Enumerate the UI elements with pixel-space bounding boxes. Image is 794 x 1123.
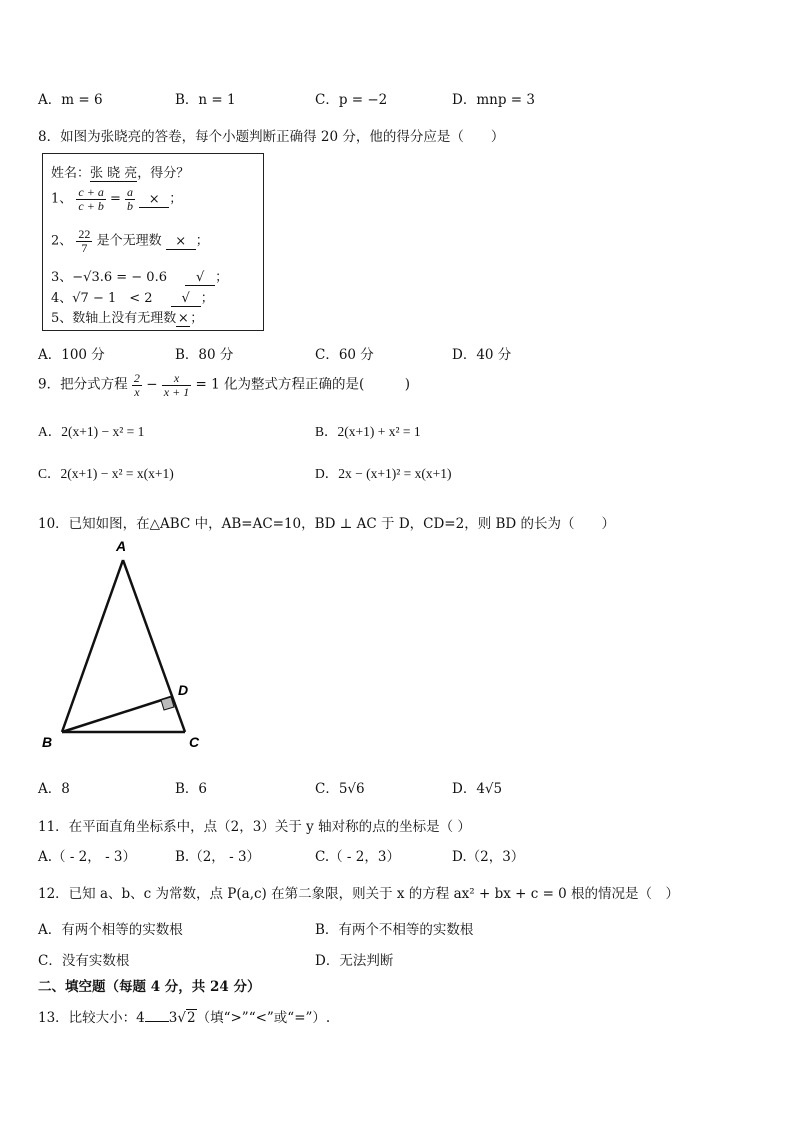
item-4-check-mark: √ — [171, 291, 201, 307]
item-1 — [51, 186, 182, 212]
item-1-right-fraction — [125, 186, 135, 212]
q9-stem-suffix: = 1 化为整式方程正确的是( ) — [195, 376, 411, 393]
item-1-left-fraction — [76, 186, 105, 212]
vertex-label-d: D — [178, 682, 189, 698]
right-angle-mark — [161, 697, 174, 710]
q8-option-c: C．60 分 — [315, 347, 374, 363]
side-ab — [62, 560, 123, 732]
q8-option-d: D．40 分 — [452, 347, 512, 363]
q9-fraction-1 — [132, 372, 142, 398]
item-5-text: 5、数轴上没有无理数 — [51, 311, 177, 326]
q7-option-b: B．n = 1 — [175, 92, 236, 108]
q10-option-a: A．8 — [38, 781, 70, 797]
q12-option-b: B．有两个不相等的实数根 — [315, 922, 474, 938]
answer-sheet-header — [51, 162, 189, 182]
q12-option-c: C．没有实数根 — [38, 953, 130, 969]
item-4-text: 4、√7 − 1 < 2 — [51, 291, 153, 306]
q11-option-b: B.（2， - 3） — [175, 849, 261, 865]
item-2-fraction — [76, 228, 92, 254]
name-label: 姓名： — [51, 166, 91, 181]
q9-option-d: D．2x − (x+1)² = x(x+1) — [315, 466, 452, 481]
q10-option-d: D．4√5 — [452, 781, 503, 797]
item-1-left-denominator: c + b — [78, 198, 104, 213]
item-2-cross-mark: × — [166, 234, 196, 250]
q11-option-a: A.（ - 2， - 3） — [38, 849, 137, 865]
q9-minus: − — [146, 376, 158, 393]
item-4-semicolon: ； — [200, 291, 214, 306]
item-1-prefix: 1、 — [51, 191, 73, 207]
q8-option-a: A．100 分 — [38, 347, 105, 363]
q13-answer-blank[interactable] — [145, 1021, 169, 1022]
item-2 — [51, 228, 209, 254]
q12-option-d: D．无法判断 — [315, 953, 394, 969]
q9-option-c: C．2(x+1) − x² = x(x+1) — [38, 466, 174, 481]
score-label: ，得分？ — [137, 166, 190, 181]
side-ac — [123, 560, 185, 732]
segment-bd — [62, 697, 171, 732]
item-5-semicolon: ； — [190, 311, 204, 326]
q9-fraction-2-denominator: x + 1 — [163, 384, 190, 399]
q7-option-d: D．mnp = 3 — [452, 92, 535, 108]
item-1-equals: = — [110, 191, 121, 207]
item-2-semicolon: ； — [195, 233, 209, 249]
q9-option-a: A．2(x+1) − x² = 1 — [38, 424, 145, 439]
q9-fraction-2-numerator: x — [162, 372, 191, 386]
item-3 — [51, 266, 228, 286]
item-2-numerator: 22 — [78, 227, 91, 241]
q13-radicand: 2 — [186, 1010, 196, 1026]
item-4 — [51, 287, 214, 307]
q12-option-a: A．有两个相等的实数根 — [38, 922, 183, 938]
q10-stem: 10．已知如图，在△ABC 中，AB=AC=10，BD ⊥ AC 于 D，CD=2，则 BD 的长为（ ） — [38, 516, 616, 532]
q9-fraction-1-denominator: x — [134, 384, 140, 399]
q7-option-a: A．m = 6 — [38, 92, 103, 108]
item-5-cross-mark: × — [177, 311, 189, 326]
item-3-text: 3、−√3.6 = − 0.6 — [51, 270, 167, 285]
item-3-check-mark: √ — [185, 270, 215, 286]
q11-stem: 11．在平面直角坐标系中，点（2，3）关于 y 轴对称的点的坐标是（ ） — [38, 819, 471, 835]
q9-stem — [38, 372, 410, 398]
student-name: 张 晓 亮 — [90, 162, 137, 182]
item-2-denominator: 7 — [81, 240, 88, 255]
item-3-semicolon: ； — [215, 270, 229, 285]
item-2-text: 是个无理数 — [96, 233, 162, 249]
vertex-label-a: A — [116, 538, 127, 554]
item-2-prefix: 2、 — [51, 233, 73, 249]
q13-coefficient: 3 — [168, 1010, 178, 1026]
q9-fraction-2 — [162, 372, 191, 398]
triangle-figure — [30, 530, 220, 755]
vertex-label-b: B — [42, 734, 53, 750]
q8-option-b: B．80 分 — [175, 347, 234, 363]
item-5 — [51, 307, 203, 327]
item-1-cross-mark: × — [139, 192, 169, 208]
q8-stem: 8．如图为张晓亮的答卷，每个小题判断正确得 20 分，他的得分应是（ ） — [38, 129, 505, 145]
item-1-semicolon: ； — [169, 191, 183, 207]
item-1-right-numerator: a — [127, 185, 134, 199]
q10-option-c: C．5√6 — [315, 781, 365, 797]
q12-stem: 12．已知 a、b、c 为常数，点 P(a,c) 在第二象限，则关于 x 的方程 ax² + bx + c = 0 根的情况是（ ） — [38, 886, 680, 902]
section-2-title: 二、填空题（每题 4 分，共 24 分） — [38, 979, 261, 995]
q11-option-c: C.（ - 2，3） — [315, 849, 400, 865]
q13-stem: 13．比较大小：4 3√2（填“>”“<”或“=”）. — [38, 1010, 331, 1026]
q13-suffix: （填“>”“<”或“=”）. — [196, 1010, 331, 1026]
q13-prefix: 13．比较大小：4 — [38, 1010, 145, 1026]
q7-option-c: C．p = −2 — [315, 92, 388, 108]
q9-stem-prefix: 9．把分式方程 — [38, 376, 128, 393]
q10-option-b: B．6 — [175, 781, 208, 797]
q9-fraction-1-numerator: 2 — [133, 371, 140, 385]
q11-option-d: D.（2，3） — [452, 849, 525, 865]
answer-sheet-box — [42, 153, 264, 331]
vertex-label-c: C — [189, 734, 200, 750]
item-1-left-numerator: c + a — [78, 185, 104, 199]
item-1-right-denominator: b — [127, 198, 134, 213]
q9-option-b: B．2(x+1) + x² = 1 — [315, 424, 421, 439]
